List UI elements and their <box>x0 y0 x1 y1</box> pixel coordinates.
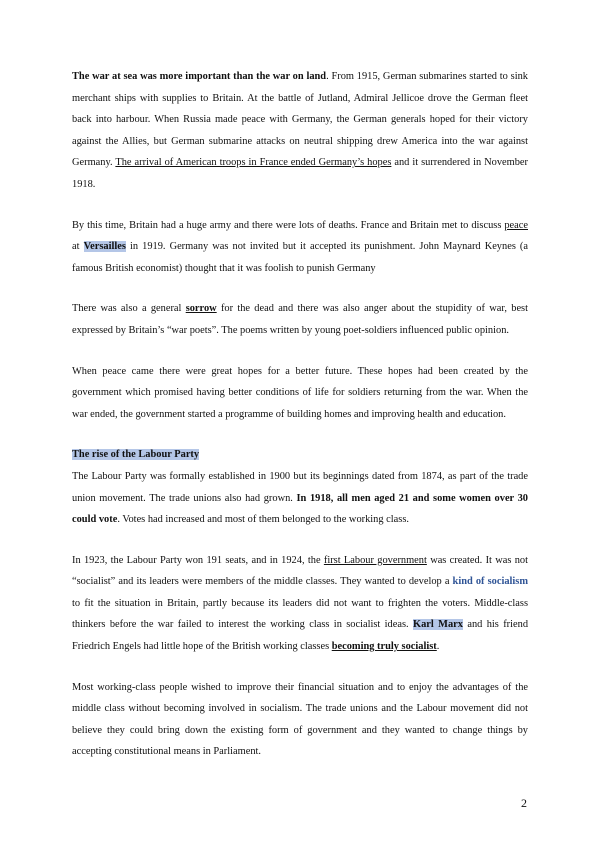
bold-underlined-phrase-socialist: becoming truly socialist <box>331 641 437 653</box>
text-run: The Labour Party was formally established in 1900 but its beginnings dated from 1874, as part of the trade union movement. The trade unions also had grown. <box>72 470 528 504</box>
text-run: There was also a general <box>72 303 186 315</box>
paragraph-working-class <box>72 677 528 763</box>
paragraph-peace-hopes <box>72 361 528 426</box>
text-run: In 1923, the Labour Party won 191 seats, and in 1924, the <box>72 554 324 566</box>
text-run: . From 1915, German submarines started to sink merchant ships with supplies to Britain. At the battle of Jutland, Admiral Jellicoe drove the German fleet back into harbour. When Russia made peace with Germany, the German generals hoped for their victory against the Allies, but German submarine attacks on neutral shipping drew America into the war against Germany. <box>72 71 528 169</box>
highlighted-name-karl-marx: Karl Marx <box>413 619 463 631</box>
paragraph-labour-party <box>72 466 528 531</box>
paragraph-war-at-sea <box>72 66 528 196</box>
paragraph-sorrow <box>72 298 528 341</box>
text-run: By this time, Britain had a huge army and there were lots of deaths. France and Britain met to discuss <box>72 219 505 231</box>
page-number: 2 <box>521 796 527 810</box>
underlined-phrase-first-labour-government: first Labour government <box>323 554 427 566</box>
document-body <box>72 66 528 782</box>
text-run: in 1919. Germany was not invited but it accepted its punishment. John Maynard Keynes (a famous British economist) thought that it was foolish to punish Germany <box>72 241 528 274</box>
paragraph-versailles <box>72 215 528 280</box>
underlined-word-peace: peace <box>504 219 528 231</box>
section-heading-paragraph <box>72 444 528 466</box>
text-run: was created. It was not “socialist” and its leaders were members of the middle classes. They wanted to develop a <box>72 554 528 588</box>
text-run: and his friend Friedrich Engels had little hope of the British working classes <box>72 619 529 653</box>
text-run: to fit the situation in Britain, partly because its leaders did not want to frighten the voters. Middle-class thinkers before the war failed to interest the working class in socialist ideas. <box>72 597 528 631</box>
text-run: and it surrendered in November 1918. <box>72 157 528 190</box>
paragraph-first-labour-government <box>72 550 528 658</box>
text-run: . <box>436 641 440 653</box>
text-run: Most working-class people wished to improve their financial situation and to enjoy the advantages of the middle class without becoming involved in socialism. The trade unions and the Labour movement did not believe they could bring down the existing form of government and they wanted to change things by accepting constitutional means in Parliament. <box>72 681 528 758</box>
underlined-phrase: The arrival of American troops in France ended Germany’s hopes <box>115 157 392 169</box>
bold-phrase: The war at sea was more important than the war on land <box>72 71 327 82</box>
highlighted-word-versailles: Versailles <box>83 241 126 253</box>
blue-phrase-kind-of-socialism: kind of socialism <box>452 576 529 588</box>
text-run: at <box>72 241 84 253</box>
text-run: When peace came there were great hopes for a better future. These hopes had been created by the government which promised having better conditions of life for soldiers returning from the war. When the war ended, the government started a programme of building homes and improving health and education. <box>72 365 528 420</box>
text-run: for the dead and there was also anger about the stupidity of war, best expressed by Britain’s “war poets”. The poems written by young poet-soldiers influenced public opinion. <box>72 303 528 336</box>
section-heading: The rise of the Labour Party <box>72 449 200 461</box>
bold-phrase-voting: In 1918, all men aged 21 and some women over 30 could vote <box>72 492 528 526</box>
text-run: . Votes had increased and most of them belonged to the working class. <box>117 514 409 526</box>
bold-underlined-word-sorrow: sorrow <box>185 303 217 315</box>
